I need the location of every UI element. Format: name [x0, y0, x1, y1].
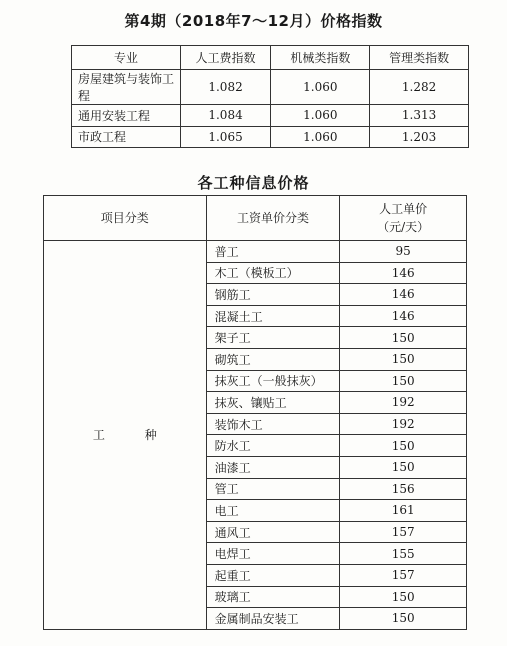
header-wage-type: 工资单价分类: [206, 196, 340, 241]
unit-price-cell: 150: [340, 435, 467, 457]
wage-type-cell: 装饰木工: [206, 413, 340, 435]
header-labor-index: 人工费指数: [180, 46, 271, 70]
unit-price-cell: 146: [340, 262, 467, 284]
index-value-cell: 1.282: [370, 70, 469, 105]
wage-type-cell: 架子工: [206, 327, 340, 349]
wage-type-cell: 抹灰工（一般抹灰）: [206, 370, 340, 392]
index-value-cell: 1.082: [180, 70, 271, 105]
header-management-index: 管理类指数: [370, 46, 469, 70]
unit-price-cell: 192: [340, 413, 467, 435]
unit-price-cell: 150: [340, 586, 467, 608]
unit-price-cell: 150: [340, 327, 467, 349]
wage-type-cell: 玻璃工: [206, 586, 340, 608]
wage-type-cell: 钢筋工: [206, 284, 340, 306]
index-table-title: 第4期（2018年7～12月）价格指数: [124, 12, 383, 30]
wage-type-cell: 砌筑工: [206, 348, 340, 370]
unit-price-cell: 146: [340, 305, 467, 327]
index-value-cell: 1.060: [271, 70, 370, 105]
unit-price-cell: 161: [340, 500, 467, 522]
unit-price-cell: 155: [340, 543, 467, 565]
wage-table-title: 各工种信息价格: [197, 174, 310, 192]
wage-type-cell: 电焊工: [206, 543, 340, 565]
unit-price-cell: 95: [340, 241, 467, 263]
header-unit-price: [340, 196, 467, 241]
header-machinery-index: 机械类指数: [271, 46, 370, 70]
wage-type-cell: 管工: [206, 478, 340, 500]
header-category: 项目分类: [44, 196, 207, 241]
index-value-cell: 1.313: [370, 105, 469, 127]
wage-type-cell: 木工（模板工）: [206, 262, 340, 284]
category-cell: 工 种: [44, 241, 207, 630]
unit-price-cell: 150: [340, 456, 467, 478]
wage-type-cell: 电工: [206, 500, 340, 522]
unit-price-cell: 150: [340, 370, 467, 392]
index-value-cell: 1.203: [370, 126, 469, 148]
index-value-cell: 1.060: [271, 105, 370, 127]
unit-price-cell: 146: [340, 284, 467, 306]
header-specialty: 专业: [72, 46, 181, 70]
header-unit-price-line2: （元/天）: [377, 220, 430, 234]
table-row: [72, 126, 469, 148]
specialty-cell: 房屋建筑与装饰工程: [72, 70, 181, 105]
unit-price-cell: 157: [340, 521, 467, 543]
index-header-row: [72, 46, 469, 70]
wage-type-cell: 金属制品安装工: [206, 608, 340, 630]
index-value-cell: 1.084: [180, 105, 271, 127]
wage-type-cell: 抹灰、镶贴工: [206, 392, 340, 414]
specialty-cell: 市政工程: [72, 126, 181, 148]
table-row: [72, 70, 469, 105]
wage-type-cell: 通风工: [206, 521, 340, 543]
wage-type-cell: 普工: [206, 241, 340, 263]
price-index-table: [71, 45, 469, 148]
wage-type-cell: 起重工: [206, 564, 340, 586]
wage-header-row: [44, 196, 467, 241]
header-unit-price-line1: 人工单价: [379, 202, 428, 216]
unit-price-cell: 150: [340, 608, 467, 630]
index-value-cell: 1.065: [180, 126, 271, 148]
wage-type-cell: 混凝土工: [206, 305, 340, 327]
wage-type-cell: 油漆工: [206, 456, 340, 478]
wage-type-cell: 防水工: [206, 435, 340, 457]
unit-price-cell: 192: [340, 392, 467, 414]
table-row: [72, 105, 469, 127]
wage-price-table: [43, 195, 467, 630]
index-value-cell: 1.060: [271, 126, 370, 148]
table-row: [44, 241, 467, 263]
specialty-cell: 通用安装工程: [72, 105, 181, 127]
unit-price-cell: 150: [340, 348, 467, 370]
unit-price-cell: 157: [340, 564, 467, 586]
unit-price-cell: 156: [340, 478, 467, 500]
